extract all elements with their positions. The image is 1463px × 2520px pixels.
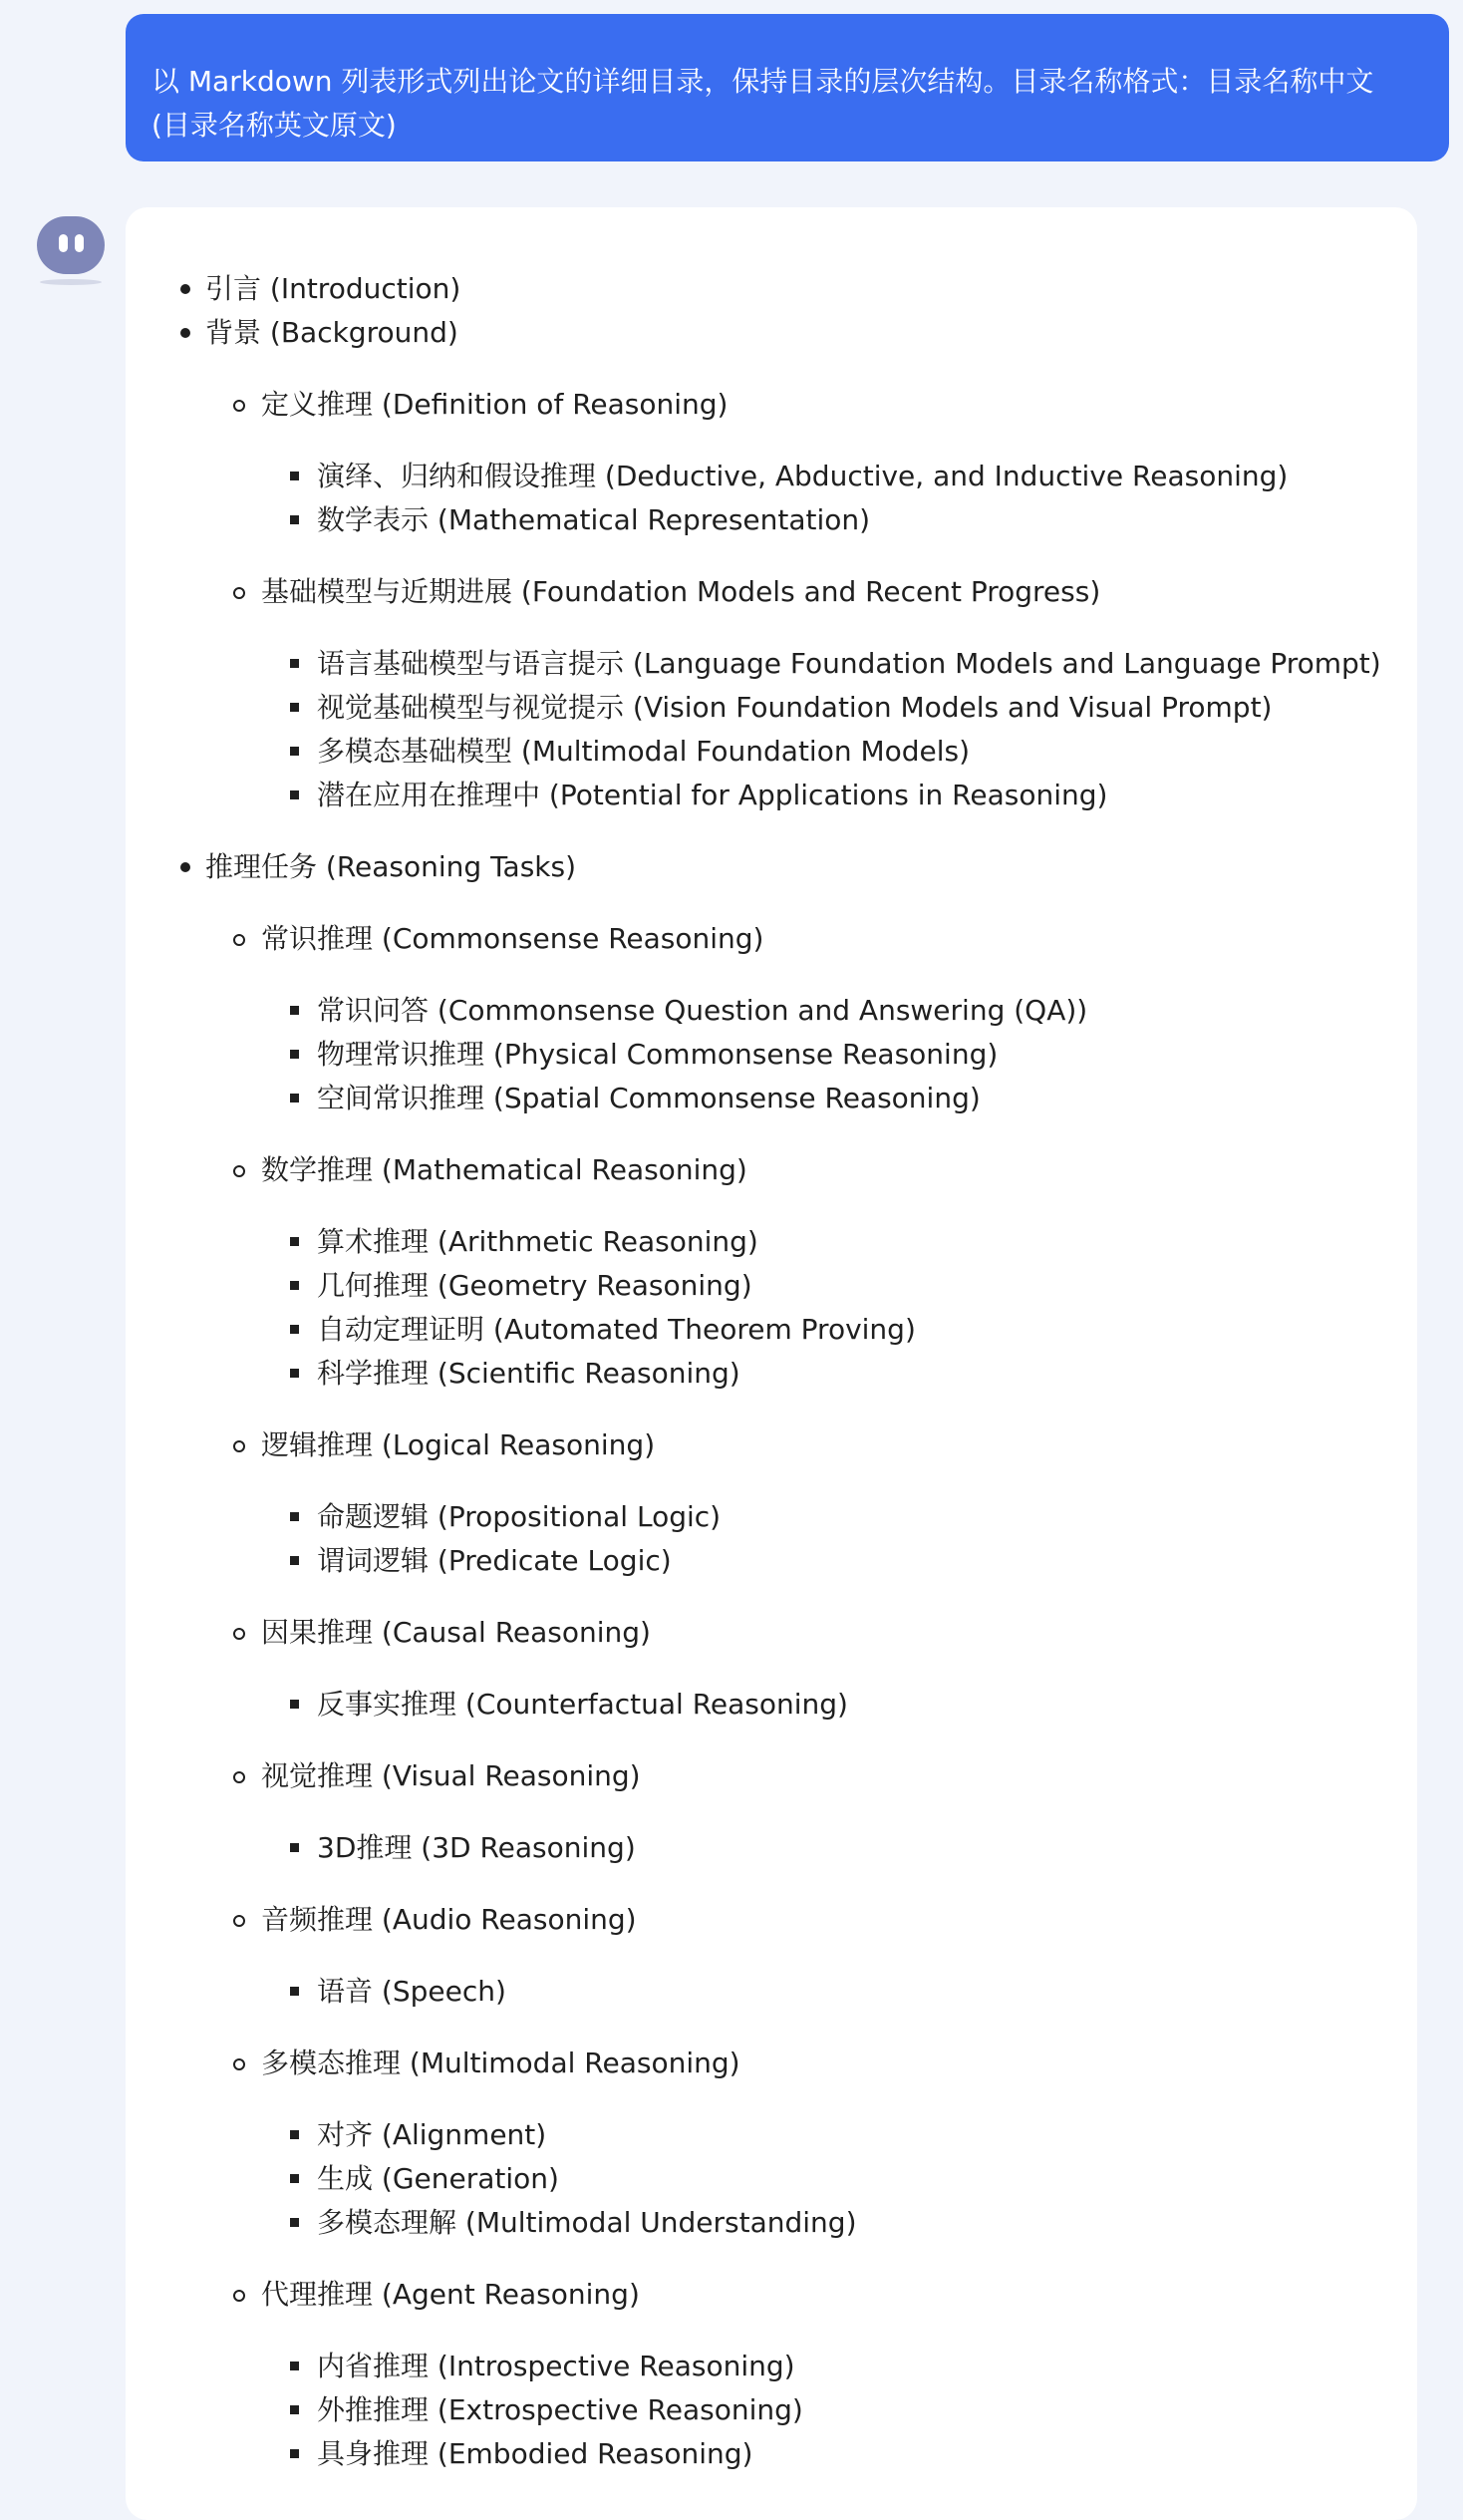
toc-item-level-2: 常识推理 (Commonsense Reasoning): [261, 922, 764, 955]
user-message-line-2: (目录名称英文原文): [151, 109, 397, 142]
user-message-bubble: [126, 14, 1449, 161]
toc-item-level-2: 基础模型与近期进展 (Foundation Models and Recent Progress): [261, 575, 1101, 608]
list-bullet-icon: [290, 790, 299, 799]
toc-item-level-2: 多模态推理 (Multimodal Reasoning): [261, 2047, 740, 2079]
toc-item-level-3: 算术推理 (Arithmetic Reasoning): [317, 1225, 758, 1258]
list-bullet-icon: [290, 1512, 299, 1521]
list-bullet-icon: [290, 1369, 299, 1378]
toc-item-level-3: 科学推理 (Scientific Reasoning): [317, 1357, 740, 1390]
list-bullet-icon: [290, 1006, 299, 1015]
list-bullet-icon: [290, 1050, 299, 1059]
toc-item-level-3: 数学表示 (Mathematical Representation): [317, 503, 871, 536]
list-bullet-icon: [290, 2130, 299, 2139]
list-bullet-icon: [290, 1700, 299, 1709]
assistant-avatar-icon: [37, 216, 105, 274]
list-bullet-icon: [290, 703, 299, 712]
list-bullet-icon: [233, 2058, 245, 2070]
toc-item-level-3: 多模态理解 (Multimodal Understanding): [317, 2206, 857, 2239]
toc-item-level-3: 谓词逻辑 (Predicate Logic): [317, 1544, 672, 1577]
toc-item-level-2: 视觉推理 (Visual Reasoning): [261, 1759, 641, 1792]
toc-item-level-3: 演绎、归纳和假设推理 (Deductive, Abductive, and Inductive Reasoning): [317, 460, 1289, 492]
toc-item-level-1: 推理任务 (Reasoning Tasks): [205, 850, 577, 883]
list-bullet-icon: [180, 284, 190, 294]
toc-item-level-2: 定义推理 (Definition of Reasoning): [261, 388, 729, 421]
toc-item-level-3: 几何推理 (Geometry Reasoning): [317, 1269, 752, 1302]
toc-item-level-3: 语言基础模型与语言提示 (Language Foundation Models and Language Prompt): [317, 647, 1381, 680]
list-bullet-icon: [290, 515, 299, 524]
avatar-shadow: [40, 279, 102, 285]
toc-item-level-3: 内省推理 (Introspective Reasoning): [317, 2350, 795, 2382]
list-bullet-icon: [233, 1628, 245, 1640]
list-bullet-icon: [233, 934, 245, 946]
toc-item-level-2: 因果推理 (Causal Reasoning): [261, 1616, 651, 1649]
list-bullet-icon: [290, 2405, 299, 2414]
avatar-left-eye: [59, 234, 68, 252]
list-bullet-icon: [290, 2362, 299, 2370]
list-bullet-icon: [233, 587, 245, 599]
toc-item-level-3: 对齐 (Alignment): [317, 2118, 547, 2151]
list-bullet-icon: [290, 659, 299, 668]
list-bullet-icon: [233, 1165, 245, 1177]
list-bullet-icon: [290, 1325, 299, 1334]
toc-item-level-3: 空间常识推理 (Spatial Commonsense Reasoning): [317, 1082, 981, 1114]
toc-item-level-3: 语音 (Speech): [317, 1975, 506, 2008]
assistant-answer-card: [126, 207, 1417, 2520]
toc-item-level-2: 音频推理 (Audio Reasoning): [261, 1903, 637, 1936]
toc-item-level-2: 逻辑推理 (Logical Reasoning): [261, 1428, 656, 1461]
list-bullet-icon: [290, 1843, 299, 1852]
list-bullet-icon: [290, 2218, 299, 2227]
user-message-line-1: 以 Markdown 列表形式列出论文的详细目录，保持目录的层次结构。目录名称格式：目录名称中文: [151, 65, 1374, 98]
list-bullet-icon: [233, 400, 245, 412]
list-bullet-icon: [233, 2290, 245, 2302]
avatar-right-eye: [75, 234, 84, 252]
list-bullet-icon: [290, 1094, 299, 1102]
list-bullet-icon: [290, 1281, 299, 1290]
toc-item-level-3: 具身推理 (Embodied Reasoning): [317, 2437, 753, 2470]
list-bullet-icon: [290, 747, 299, 756]
toc-item-level-3: 潜在应用在推理中 (Potential for Applications in Reasoning): [317, 779, 1108, 811]
toc-item-level-3: 反事实推理 (Counterfactual Reasoning): [317, 1688, 848, 1721]
list-bullet-icon: [290, 1987, 299, 1996]
toc-item-level-3: 命题逻辑 (Propositional Logic): [317, 1500, 722, 1533]
toc-item-level-2: 数学推理 (Mathematical Reasoning): [261, 1153, 747, 1186]
toc-item-level-3: 物理常识推理 (Physical Commonsense Reasoning): [317, 1038, 999, 1071]
toc-item-level-3: 多模态基础模型 (Multimodal Foundation Models): [317, 735, 971, 768]
toc-item-level-3: 3D推理 (3D Reasoning): [317, 1831, 636, 1864]
list-bullet-icon: [290, 1556, 299, 1565]
toc-item-level-2: 代理推理 (Agent Reasoning): [261, 2278, 640, 2311]
list-bullet-icon: [290, 2449, 299, 2458]
toc-item-level-3: 视觉基础模型与视觉提示 (Vision Foundation Models and Visual Prompt): [317, 691, 1273, 724]
toc-item-level-3: 自动定理证明 (Automated Theorem Proving): [317, 1313, 916, 1346]
list-bullet-icon: [290, 472, 299, 480]
list-bullet-icon: [233, 1915, 245, 1927]
list-bullet-icon: [233, 1440, 245, 1452]
list-bullet-icon: [290, 2174, 299, 2183]
toc-item-level-3: 常识问答 (Commonsense Question and Answering (QA)): [317, 994, 1088, 1027]
list-bullet-icon: [180, 328, 190, 338]
toc-item-level-3: 外推推理 (Extrospective Reasoning): [317, 2393, 803, 2426]
toc-item-level-1: 引言 (Introduction): [205, 272, 461, 305]
list-bullet-icon: [233, 1771, 245, 1783]
list-bullet-icon: [180, 862, 190, 872]
toc-item-level-3: 生成 (Generation): [317, 2162, 559, 2195]
toc-item-level-1: 背景 (Background): [205, 316, 458, 349]
list-bullet-icon: [290, 1237, 299, 1246]
